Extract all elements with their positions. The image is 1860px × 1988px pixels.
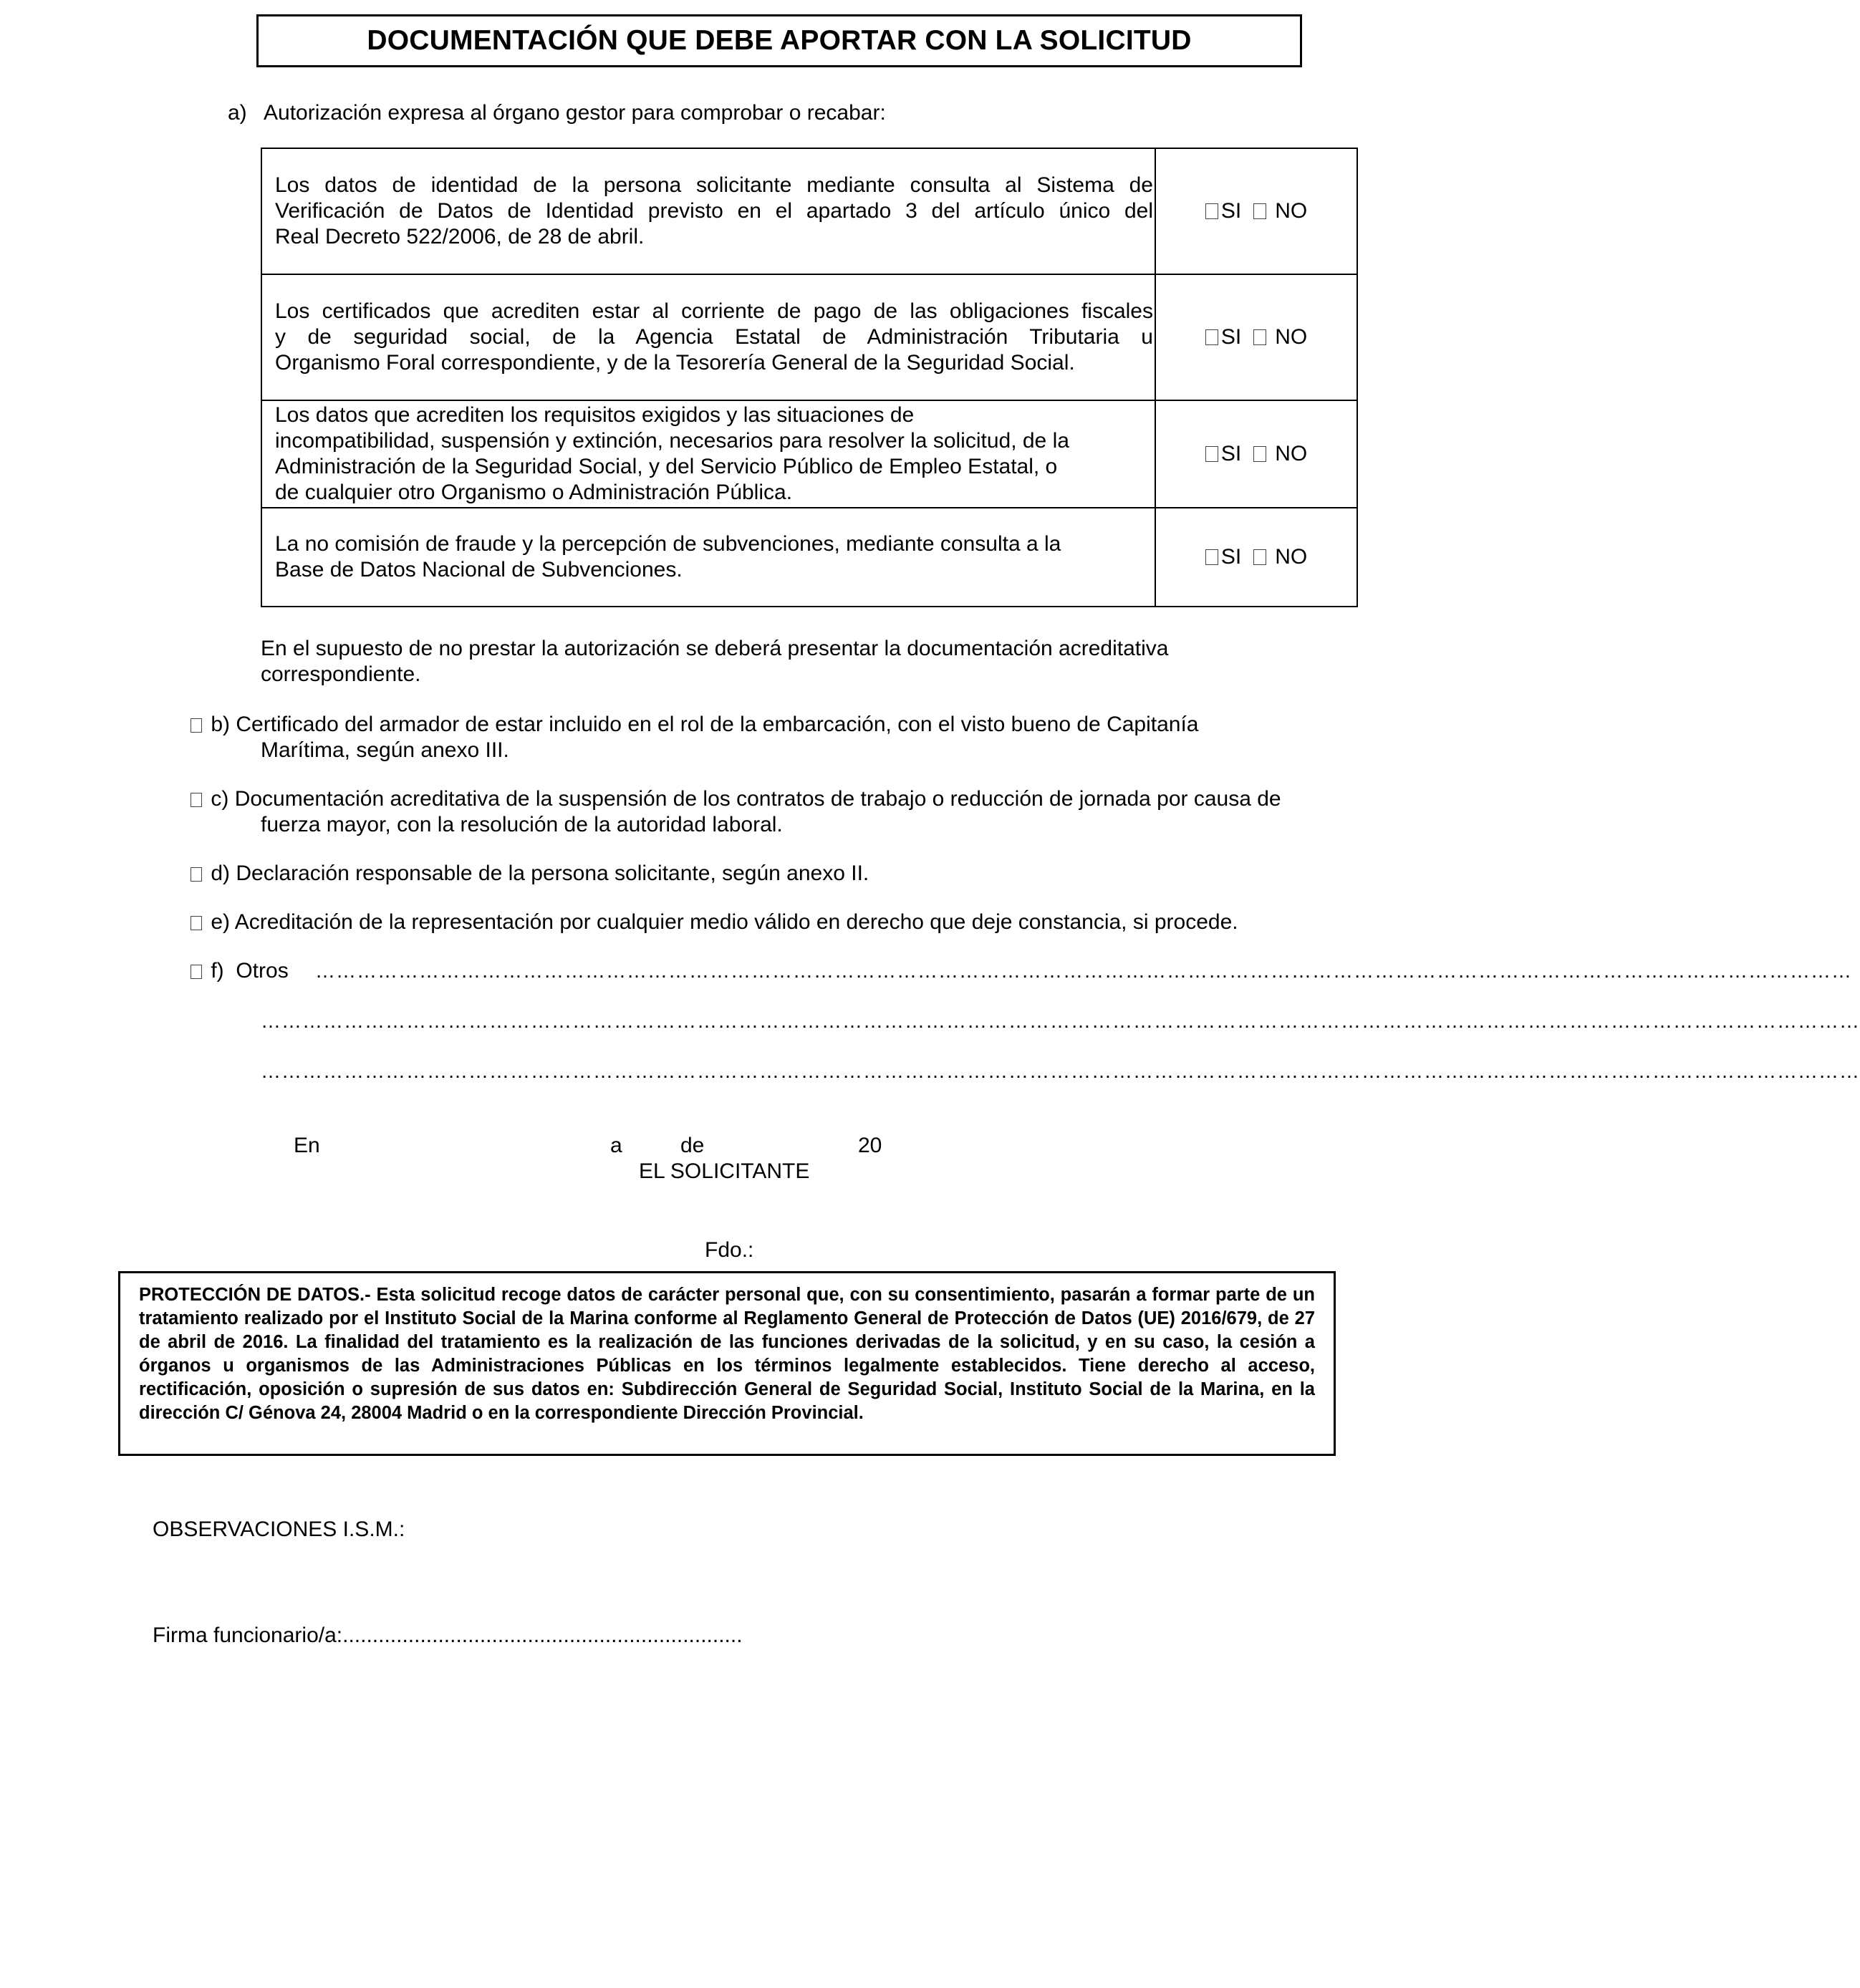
description-line: de cualquier otro Organismo o Administración Pública. <box>275 481 793 504</box>
authorization-description <box>261 400 1155 508</box>
page-title-text: DOCUMENTACIÓN QUE DEBE APORTAR CON LA SOLICITUD <box>367 25 1192 56</box>
no-label: NO <box>1275 545 1308 569</box>
signature-year-label: 20 <box>858 1134 882 1157</box>
item-f-fill-line[interactable]: …………………………………………………………………………………………………………………………………………………………………………………………………………… <box>261 1060 1860 1082</box>
item-b-checkbox[interactable] <box>191 718 202 733</box>
signature-place-label: En <box>294 1134 320 1157</box>
item-c-marker: c) <box>211 787 229 811</box>
item-f-checkbox[interactable] <box>191 965 202 979</box>
official-signature-field[interactable]: ................................................................... <box>342 1623 743 1647</box>
item-e-checkbox[interactable] <box>191 916 202 930</box>
item-b-text: Certificado del armador de estar incluido en el rol de la embarcación, con el visto bueno de Capitanía <box>236 713 1199 736</box>
item-b <box>191 712 1199 738</box>
no-checkbox[interactable] <box>1253 549 1266 565</box>
item-b-continuation: Marítima, según anexo III. <box>261 738 509 762</box>
no-checkbox[interactable] <box>1253 446 1266 462</box>
observations-label: OBSERVACIONES I.S.M.: <box>153 1517 405 1541</box>
item-c-checkbox[interactable] <box>191 793 202 807</box>
authorization-row <box>261 508 1357 607</box>
authorization-description <box>261 274 1155 400</box>
yes-label: SI <box>1220 325 1242 349</box>
item-d-checkbox[interactable] <box>191 867 202 882</box>
authorization-note-line2: correspondiente. <box>261 662 421 686</box>
item-b-marker: b) <box>211 713 231 736</box>
data-protection-text: PROTECCIÓN DE DATOS.- Esta solicitud recoge datos de carácter personal que, con su consentimiento, pasarán a formar parte de un tratamiento realizado por el Instituto Social de la Marina conforme al Reglamento General de Protección de Datos (UE) 2016/679, de 27 de abril de 2016. La finalidad del tratamiento es la realización de las funciones derivadas de la solicitud, y en su caso, la cesión a órganos u organismos de las Administraciones Públicas en los términos legalmente establecidos. Tiene derecho al acceso, rectificación, oposición o supresión de sus datos en: Subdirección General de Seguridad Social, Instituto Social de la Marina, en la dirección C/ Génova 24, 28004 Madrid o en la correspondiente Dirección Provincial. <box>139 1285 1315 1423</box>
description-line: incompatibilidad, suspensión y extinción, necesarios para resolver la solicitud, de la <box>275 429 1069 453</box>
no-label: NO <box>1275 325 1308 349</box>
yes-label: SI <box>1220 199 1242 223</box>
signature-fdo: Fdo.: <box>705 1238 754 1262</box>
item-f-label: Otros <box>236 959 289 983</box>
data-protection-box <box>118 1271 1336 1456</box>
item-f-marker: f) <box>211 959 224 983</box>
item-e-marker: e) <box>211 910 231 934</box>
item-d <box>191 861 869 887</box>
description-line: y de seguridad social, de la Agencia Estatal de Administración Tributaria u <box>275 325 1153 349</box>
signature-day-label: a <box>610 1134 622 1157</box>
item-e-text: Acreditación de la representación por cualquier medio válido en derecho que deje constancia, si procede. <box>234 910 1238 934</box>
authorization-description <box>261 508 1155 607</box>
signature-month-label: de <box>680 1134 705 1157</box>
description-line: Real Decreto 522/2006, de 28 de abril. <box>275 225 645 248</box>
no-checkbox[interactable] <box>1253 203 1266 219</box>
yes-checkbox[interactable] <box>1205 203 1218 219</box>
item-f-fill-line[interactable]: …………………………………………………………………………………………………………………………………………………………………………………………………………… <box>261 1010 1860 1032</box>
item-d-text: Declaración responsable de la persona solicitante, según anexo II. <box>236 862 869 885</box>
description-line: Administración de la Seguridad Social, y del Servicio Público de Empleo Estatal, o <box>275 455 1058 478</box>
section-a-heading: Autorización expresa al órgano gestor para comprobar o recabar: <box>264 101 886 125</box>
description-line: Organismo Foral correspondiente, y de la Tesorería General de la Seguridad Social. <box>275 351 1075 375</box>
authorization-options <box>1155 148 1357 274</box>
item-f <box>191 958 289 984</box>
description-line: Base de Datos Nacional de Subvenciones. <box>275 558 683 582</box>
no-label: NO <box>1275 442 1308 465</box>
description-line: La no comisión de fraude y la percepción de subvenciones, mediante consulta a la <box>275 532 1061 556</box>
authorization-options <box>1155 400 1357 508</box>
description-line: Los certificados que acrediten estar al corriente de pago de las obligaciones fiscales <box>275 299 1153 323</box>
yes-checkbox[interactable] <box>1205 446 1218 462</box>
authorization-row <box>261 274 1357 400</box>
description-line: Los datos de identidad de la persona solicitante mediante consulta al Sistema de <box>275 173 1153 197</box>
authorization-description <box>261 148 1155 274</box>
yes-checkbox[interactable] <box>1205 329 1218 345</box>
item-c <box>191 786 1281 812</box>
authorization-row <box>261 148 1357 274</box>
item-e <box>191 909 1238 935</box>
description-line: Verificación de Datos de Identidad previsto en el apartado 3 del artículo único del <box>275 199 1153 223</box>
signature-role: EL SOLICITANTE <box>639 1159 810 1183</box>
yes-label: SI <box>1220 545 1242 569</box>
authorization-row <box>261 400 1357 508</box>
no-checkbox[interactable] <box>1253 329 1266 345</box>
yes-label: SI <box>1220 442 1242 465</box>
item-d-marker: d) <box>211 862 231 885</box>
authorization-options <box>1155 274 1357 400</box>
authorization-note-line1: En el supuesto de no prestar la autorización se deberá presentar la documentación acreditativa <box>261 637 1169 660</box>
description-line: Los datos que acrediten los requisitos exigidos y las situaciones de <box>275 403 915 427</box>
item-c-continuation: fuerza mayor, con la resolución de la autoridad laboral. <box>261 813 783 836</box>
official-signature-label: Firma funcionario/a: <box>153 1623 343 1647</box>
no-label: NO <box>1275 199 1308 223</box>
yes-checkbox[interactable] <box>1205 549 1218 565</box>
page-title <box>256 14 1302 67</box>
item-f-fill-line[interactable]: …………………………………………………………………………………………………………………………………………………………………………………………………… <box>315 960 1852 982</box>
authorization-table <box>261 148 1358 607</box>
official-signature <box>153 1623 743 1649</box>
item-c-text: Documentación acreditativa de la suspensión de los contratos de trabajo o reducción de jornada por causa de <box>234 787 1281 811</box>
authorization-options <box>1155 508 1357 607</box>
section-a-marker: a) <box>228 101 247 125</box>
